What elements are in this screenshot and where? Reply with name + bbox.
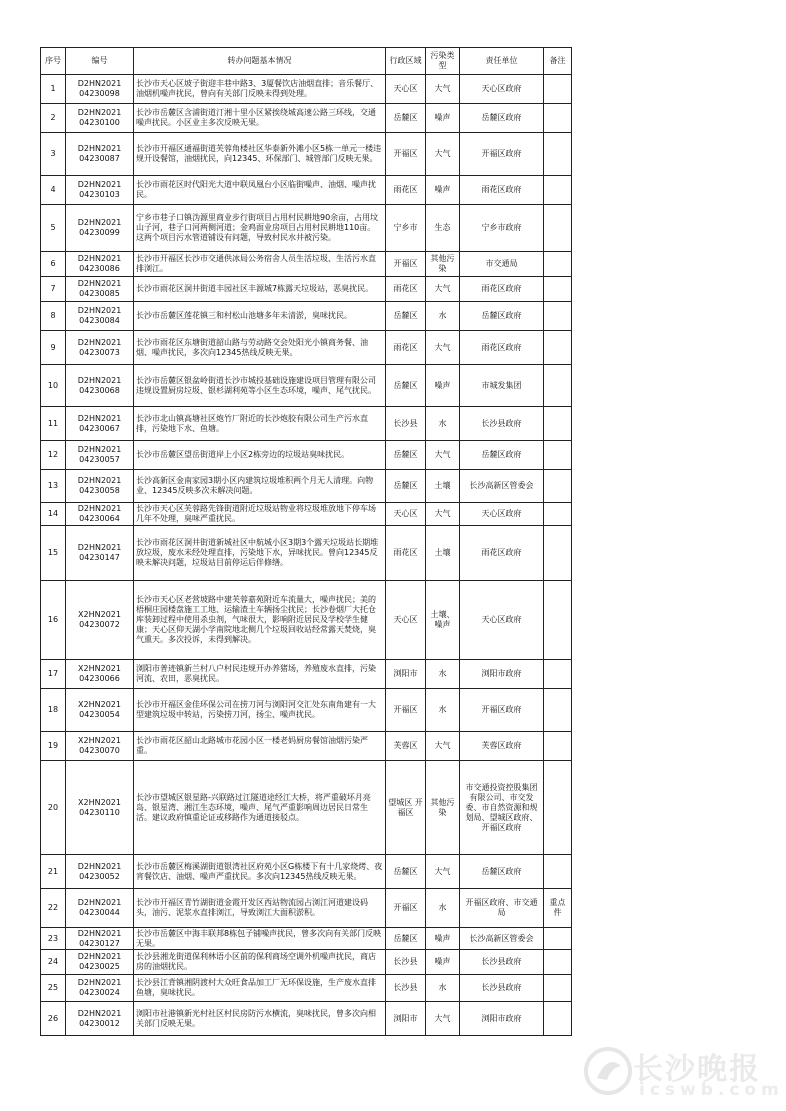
row-responsible-unit: 雨花区政府 [460,331,544,365]
row-responsible-unit: 市交通局 [460,252,544,277]
table-row [41,407,572,441]
row-code: D2HN2021 04230057 [66,441,134,470]
table-row [41,1002,572,1036]
row-summary: 长沙市岳麓区银盆岭街道长沙市城投基础设施建设项目管理有限公司违规设置厨房垃圾、银杉湖利苑等小区生态环境，噪声、尾气扰民。 [134,365,386,407]
row-code: D2HN2021 04230068 [66,365,134,407]
row-responsible-unit: 开福区政府 [460,689,544,732]
table-row [41,277,572,302]
row-district: 雨花区 [386,331,426,365]
row-number: 17 [41,660,66,689]
row-remark [544,365,572,407]
row-district: 浏阳市 [386,660,426,689]
row-code: D2HN2021 04230058 [66,470,134,503]
row-remark [544,855,572,889]
row-pollution-type: 土壤 [426,526,460,581]
row-code: D2HN2021 04230127 [66,928,134,950]
row-responsible-unit: 长沙高新区管委会 [460,470,544,503]
row-number: 1 [41,75,66,104]
row-number: 4 [41,176,66,205]
row-remark [544,581,572,660]
row-remark: 重点件 [544,889,572,928]
row-responsible-unit: 长沙高新区管委会 [460,928,544,950]
row-number: 2 [41,104,66,133]
row-remark [544,928,572,950]
row-code: D2HN2021 04230085 [66,277,134,302]
table-row [41,581,572,660]
row-summary: 长沙市北山镇高塘社区炮竹厂附近的长沙炮胶有限公司生产污水直排，污染地下水、鱼塘。 [134,407,386,441]
table-row [41,889,572,928]
row-responsible-unit: 岳麓区政府 [460,855,544,889]
table-row [41,365,572,407]
row-remark [544,331,572,365]
row-district: 岳麓区 [386,928,426,950]
row-pollution-type: 大气 [426,441,460,470]
row-district: 岳麓区 [386,470,426,503]
row-pollution-type: 噪声 [426,104,460,133]
table-row [41,761,572,855]
row-district: 长沙县 [386,950,426,975]
row-responsible-unit: 岳麓区政府 [460,104,544,133]
row-responsible-unit: 浏阳市政府 [460,1002,544,1036]
row-code: D2HN2021 04230064 [66,503,134,526]
row-responsible-unit: 岳麓区政府 [460,302,544,331]
row-remark [544,277,572,302]
row-pollution-type: 其他污染 [426,252,460,277]
row-code: D2HN2021 04230086 [66,252,134,277]
row-code: D2HN2021 04230103 [66,176,134,205]
table-row [41,689,572,732]
table-row [41,331,572,365]
row-number: 26 [41,1002,66,1036]
header-summary: 转办问题基本情况 [134,48,386,75]
row-district: 雨花区 [386,176,426,205]
row-code: D2HN2021 04230084 [66,302,134,331]
row-code: D2HN2021 04230099 [66,205,134,252]
row-responsible-unit: 长沙县政府 [460,975,544,1002]
row-code: X2HN2021 04230072 [66,581,134,660]
row-summary: 长沙市岳麓区望岳街道岸上小区2栋旁边的垃圾站臭味扰民。 [134,441,386,470]
table-row [41,503,572,526]
row-remark [544,252,572,277]
row-summary: 长沙市天心区坡子街迎丰巷中路3、3厦餐饮店油烟直排；音乐餐厅、油烟机噪声扰民，曾向有关部门反映未得到处理。 [134,75,386,104]
row-remark [544,1002,572,1036]
row-summary: 长沙市岳麓区中海丰联邦8栋包子铺噪声扰民，曾多次向有关部门反映无果。 [134,928,386,950]
row-pollution-type: 大气 [426,503,460,526]
row-district: 岳麓区 [386,855,426,889]
row-responsible-unit: 开福区政府、市交通局 [460,889,544,928]
row-summary: 长沙高新区金南家园3期小区内建筑垃圾堆积两个月无人清理。向物业、12345反映多次未解决问题。 [134,470,386,503]
row-summary: 长沙市开福区青竹湖街道金霞开发区西站物流园占浏江河道建设码头，油污、泥浆水直排浏江，导致浏江大面积淤积。 [134,889,386,928]
row-remark [544,732,572,761]
row-district: 长沙县 [386,975,426,1002]
row-code: D2HN2021 04230024 [66,975,134,1002]
row-responsible-unit: 长沙县政府 [460,950,544,975]
row-responsible-unit: 芙蓉区政府 [460,732,544,761]
row-number: 21 [41,855,66,889]
row-summary: 宁乡市巷子口镇沩源里商业步行街项目占用村民耕地90余亩，占用坟山子河，巷子口河两侧河道；金鸡面业房项目占用村民耕地110亩。这两个项目污水管道铺设有问题，导致村民水井被污染。 [134,205,386,252]
table-row [41,75,572,104]
row-summary: 长沙市开福区金佳环保公司在捞刀河与浏阳河交汇处东南角建有一大型建筑垃圾中转站，污染捞刀河，扬尘、噪声扰民。 [134,689,386,732]
row-summary: 长沙市雨花区东塘街道韶山路与劳动路交会处阳光小镇商务餐、油烟、噪声扰民，多次向12345热线反映无果。 [134,331,386,365]
header-district: 行政区域 [386,48,426,75]
table-row [41,176,572,205]
row-number: 3 [41,133,66,176]
row-responsible-unit: 长沙县政府 [460,407,544,441]
row-pollution-type: 大气 [426,133,460,176]
row-code: D2HN2021 04230012 [66,1002,134,1036]
row-code: D2HN2021 04230147 [66,526,134,581]
row-district: 开福区 [386,133,426,176]
table-header-row [41,48,572,75]
row-code: D2HN2021 04230025 [66,950,134,975]
row-district: 岳麓区 [386,302,426,331]
table-row [41,855,572,889]
row-remark [544,503,572,526]
row-district: 芙蓉区 [386,732,426,761]
row-number: 25 [41,975,66,1002]
row-responsible-unit: 天心区政府 [460,503,544,526]
row-number: 10 [41,365,66,407]
table-row [41,732,572,761]
row-district: 开福区 [386,252,426,277]
row-district: 开福区 [386,689,426,732]
row-number: 16 [41,581,66,660]
row-summary: 长沙县江背镇湘阴渡村大众旺食品加工厂无环保设施，生产废水直排鱼塘，臭味扰民。 [134,975,386,1002]
row-code: X2HN2021 04230070 [66,732,134,761]
row-number: 15 [41,526,66,581]
changsha-evening-news-logo-icon [583,1046,633,1096]
row-number: 5 [41,205,66,252]
row-district: 雨花区 [386,526,426,581]
row-pollution-type: 生态 [426,205,460,252]
row-summary: 长沙市雨花区洞井街道丰园社区丰源城7栋露天垃圾站，恶臭扰民。 [134,277,386,302]
row-summary: 长沙市天心区芙蓉路先锋街道附近垃圾站物业将垃圾堆放地下停车场几年不处理，臭味严重扰民。 [134,503,386,526]
row-code: D2HN2021 04230073 [66,331,134,365]
row-summary: 长沙县湘龙街道保利林语小区前的保利商场空调外机噪声扰民，商店房的油烟扰民。 [134,950,386,975]
row-remark [544,133,572,176]
row-summary: 长沙市雨花区韶山北路城市花园小区一楼老妈厨房餐馆油烟污染严重。 [134,732,386,761]
row-code: D2HN2021 04230087 [66,133,134,176]
row-responsible-unit: 天心区政府 [460,581,544,660]
row-number: 19 [41,732,66,761]
row-summary: 长沙市开福区长沙市交通供冰局公务宿舍人员生活垃圾、生活污水直排浏江。 [134,252,386,277]
row-code: X2HN2021 04230110 [66,761,134,855]
row-responsible-unit: 雨花区政府 [460,176,544,205]
row-summary: 长沙市望城区银星路-兴联路过江隧道途经江大桥，将严重破坏月亮岛、银星湾、湘江生态环境，噪声、尾气严重影响周边居民日常生活。建议政府慎重论证或移路作为通道接驳点。 [134,761,386,855]
row-pollution-type: 水 [426,660,460,689]
row-district: 天心区 [386,581,426,660]
row-summary: 长沙市岳麓区莲花镇三和村松山池塘多年未清淤，臭味扰民。 [134,302,386,331]
table-row [41,104,572,133]
row-pollution-type: 噪声 [426,928,460,950]
row-summary: 长沙市雨花区时代阳光大道中联凤凰台小区临街噪声、油烟、噪声扰民。 [134,176,386,205]
row-number: 12 [41,441,66,470]
row-remark [544,470,572,503]
row-responsible-unit: 浏阳市政府 [460,660,544,689]
row-remark [544,205,572,252]
row-number: 20 [41,761,66,855]
row-district: 岳麓区 [386,365,426,407]
row-number: 22 [41,889,66,928]
watermark-url: icswb.com [639,1080,784,1100]
row-pollution-type: 水 [426,407,460,441]
row-pollution-type: 噪声 [426,365,460,407]
row-remark [544,302,572,331]
row-district: 岳麓区 [386,441,426,470]
row-code: D2HN2021 04230100 [66,104,134,133]
row-responsible-unit: 雨花区政府 [460,277,544,302]
row-district: 雨花区 [386,277,426,302]
table-row [41,470,572,503]
row-district: 望城区 开福区 [386,761,426,855]
row-remark [544,176,572,205]
row-number: 18 [41,689,66,732]
row-responsible-unit: 天心区政府 [460,75,544,104]
row-pollution-type: 水 [426,975,460,1002]
row-pollution-type: 水 [426,889,460,928]
table-row [41,302,572,331]
row-number: 9 [41,331,66,365]
complaint-table [40,47,572,1036]
row-remark [544,950,572,975]
row-pollution-type: 大气 [426,855,460,889]
row-code: X2HN2021 04230054 [66,689,134,732]
row-number: 23 [41,928,66,950]
row-summary: 长沙市雨花区洞井街道新城社区中航城小区3期3个露天垃圾站长期堆放垃圾，废水未经处理直排，污染地下水，异味扰民。曾向12345反映未解决问题，垃圾站目前停运后伴修缮。 [134,526,386,581]
row-responsible-unit: 雨花区政府 [460,526,544,581]
row-code: D2HN2021 04230044 [66,889,134,928]
row-remark [544,660,572,689]
row-pollution-type: 土壤、噪声 [426,581,460,660]
table-row [41,205,572,252]
header-responsible: 责任单位 [460,48,544,75]
row-number: 7 [41,277,66,302]
row-responsible-unit: 开福区政府 [460,133,544,176]
header-no: 序号 [41,48,66,75]
row-pollution-type: 噪声 [426,176,460,205]
row-district: 天心区 [386,75,426,104]
newspaper-watermark [575,1040,784,1108]
table-row [41,526,572,581]
row-responsible-unit: 市城发集团 [460,365,544,407]
row-pollution-type: 水 [426,689,460,732]
row-code: D2HN2021 04230067 [66,407,134,441]
row-summary: 长沙市天心区老营坡路中建芙蓉嘉苑附近车流量大，噪声扰民；美的梧桐庄园楼盘施工工地、运输渣土车辆扬尘扰民；长沙卷烟厂大托仓库装卸过程中使用杀虫剂，气味很大，影响附近居民及学校学生健康；天心区仰天湖小学南院地北侧几个垃圾回收站经常露天焚烧，臭气熏天。多次投诉，未得到解决。 [134,581,386,660]
table-body [41,75,572,1036]
row-pollution-type: 大气 [426,1002,460,1036]
row-pollution-type: 大气 [426,732,460,761]
row-remark [544,75,572,104]
row-number: 14 [41,503,66,526]
row-summary: 长沙市岳麓区梅溪湖街道银湾社区府苑小区G栋楼下有十几家烧烤、夜宵餐饮店、油烟、噪声严重扰民。多次向12345热线反映无果。 [134,855,386,889]
row-responsible-unit: 岳麓区政府 [460,441,544,470]
row-summary: 长沙市开福区通福街道芙蓉角楼社区华泰新外滩小区5栋一单元一楼违规开设餐馆，油烟扰民，向12345、环保部门、城管部门反映无果。 [134,133,386,176]
table-row [41,252,572,277]
row-pollution-type: 水 [426,302,460,331]
row-code: D2HN2021 04230052 [66,855,134,889]
row-remark [544,407,572,441]
table-row [41,660,572,689]
row-district: 岳麓区 [386,104,426,133]
header-pollution: 污染类型 [426,48,460,75]
watermark-brand: 长沙晚报 [633,1052,761,1087]
row-pollution-type: 大气 [426,277,460,302]
row-pollution-type: 大气 [426,331,460,365]
row-responsible-unit: 市交通投资控股集团有限公司、市交发委、市自然资源和规划局、望城区政府、开福区政府 [460,761,544,855]
row-remark [544,689,572,732]
row-remark [544,441,572,470]
row-number: 13 [41,470,66,503]
table-row [41,975,572,1002]
row-district: 长沙县 [386,407,426,441]
row-pollution-type: 噪声 [426,950,460,975]
row-pollution-type: 其他污染 [426,761,460,855]
row-summary: 浏阳市社港镇新光村社区村民房防污水横流，臭味扰民，曾多次向相关部门反映无果。 [134,1002,386,1036]
header-remark: 备注 [544,48,572,75]
row-summary: 长沙市岳麓区含浦街道汀湘十里小区紧挨绕城高速公路三环线，交通噪声扰民。小区业主多次反映无果。 [134,104,386,133]
table-row [41,133,572,176]
row-remark [544,526,572,581]
row-district: 宁乡市 [386,205,426,252]
header-code: 编号 [66,48,134,75]
row-responsible-unit: 宁乡市政府 [460,205,544,252]
row-district: 开福区 [386,889,426,928]
row-number: 8 [41,302,66,331]
row-district: 浏阳市 [386,1002,426,1036]
row-remark [544,761,572,855]
row-remark [544,975,572,1002]
row-number: 6 [41,252,66,277]
table-row [41,441,572,470]
row-number: 11 [41,407,66,441]
row-summary: 浏阳市普迹镇新兰村八户村民违规开办养猪场，养殖废水直排，污染河流、农田，恶臭扰民。 [134,660,386,689]
row-district: 天心区 [386,503,426,526]
row-pollution-type: 土壤 [426,470,460,503]
table-row [41,950,572,975]
row-number: 24 [41,950,66,975]
row-remark [544,104,572,133]
row-pollution-type: 大气 [426,75,460,104]
row-code: D2HN2021 04230098 [66,75,134,104]
row-code: X2HN2021 04230066 [66,660,134,689]
table-row [41,928,572,950]
